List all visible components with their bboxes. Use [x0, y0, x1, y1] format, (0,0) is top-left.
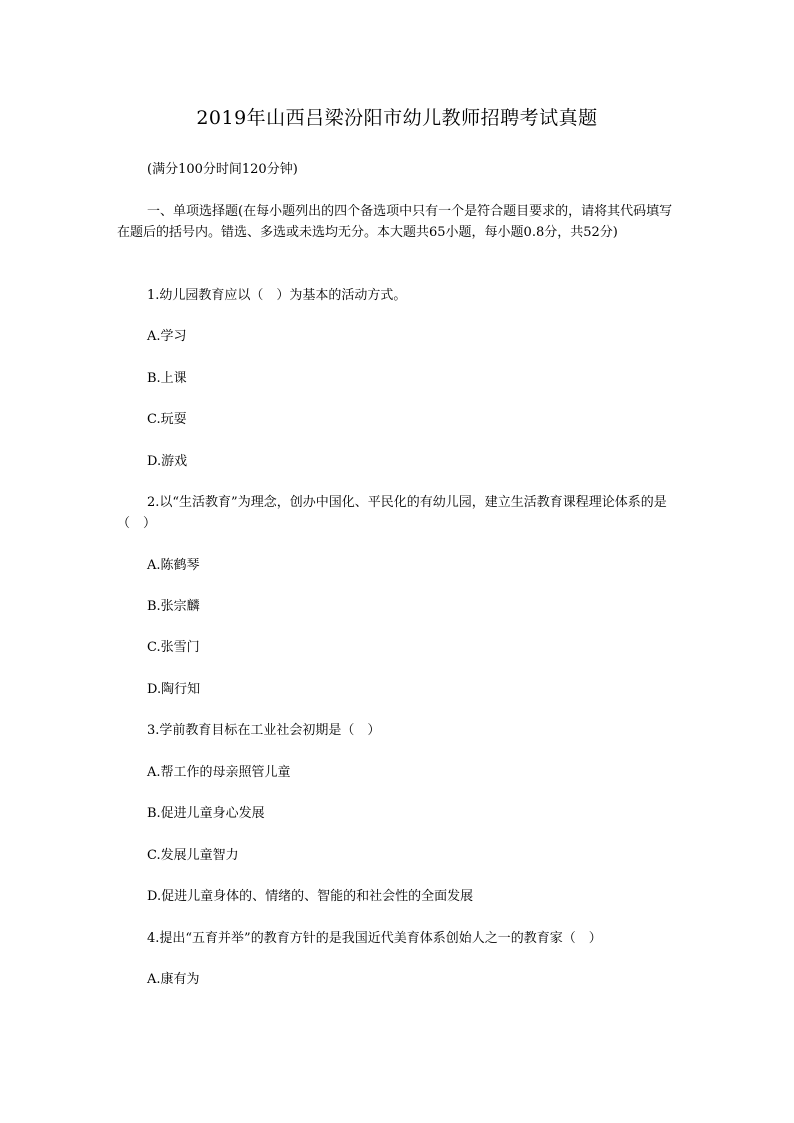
question-option: B.上课	[147, 371, 187, 386]
question-option: D.促进儿童身体的、情绪的、智能的和社会性的全面发展	[147, 889, 474, 904]
question-option: D.游戏	[147, 454, 188, 469]
exam-meta: (满分100分时间120分钟)	[147, 162, 298, 177]
question-option: A.陈鹤琴	[147, 558, 200, 573]
question-option: C.发展儿童智力	[147, 848, 239, 863]
question-stem: 1.幼儿园教育应以（ ）为基本的活动方式。	[147, 288, 407, 303]
section-intro: 一、单项选择题(在每小题列出的四个备选项中只有一个是符合题目要求的，请将其代码填写在题后的括号内。错选、多选或未选均无分。本大题共65小题，每小题0.8分，共52分)	[117, 204, 673, 240]
page-title: 2019年山西吕梁汾阳市幼儿教师招聘考试真题	[196, 107, 598, 129]
question-stem: 3.学前教育目标在工业社会初期是（ ）	[147, 723, 381, 738]
question-option: A.帮工作的母亲照管儿童	[147, 765, 291, 780]
question-stem: 4.提出“五育并举”的教育方针的是我国近代美育体系创始人之一的教育家（ ）	[147, 931, 602, 946]
question-option: A.学习	[147, 329, 187, 344]
question-option: D.陶行知	[147, 682, 201, 697]
question-option: B.促进儿童身心发展	[147, 806, 265, 821]
question-stem: 2.以“生活教育”为理念，创办中国化、平民化的有幼儿园，建立生活教育课程理论体系的是（ ）	[117, 495, 667, 531]
question-option: C.张雪门	[147, 640, 200, 655]
question-option: B.张宗麟	[147, 599, 200, 614]
question-option: C.玩耍	[147, 412, 187, 427]
question-option: A.康有为	[147, 972, 200, 987]
